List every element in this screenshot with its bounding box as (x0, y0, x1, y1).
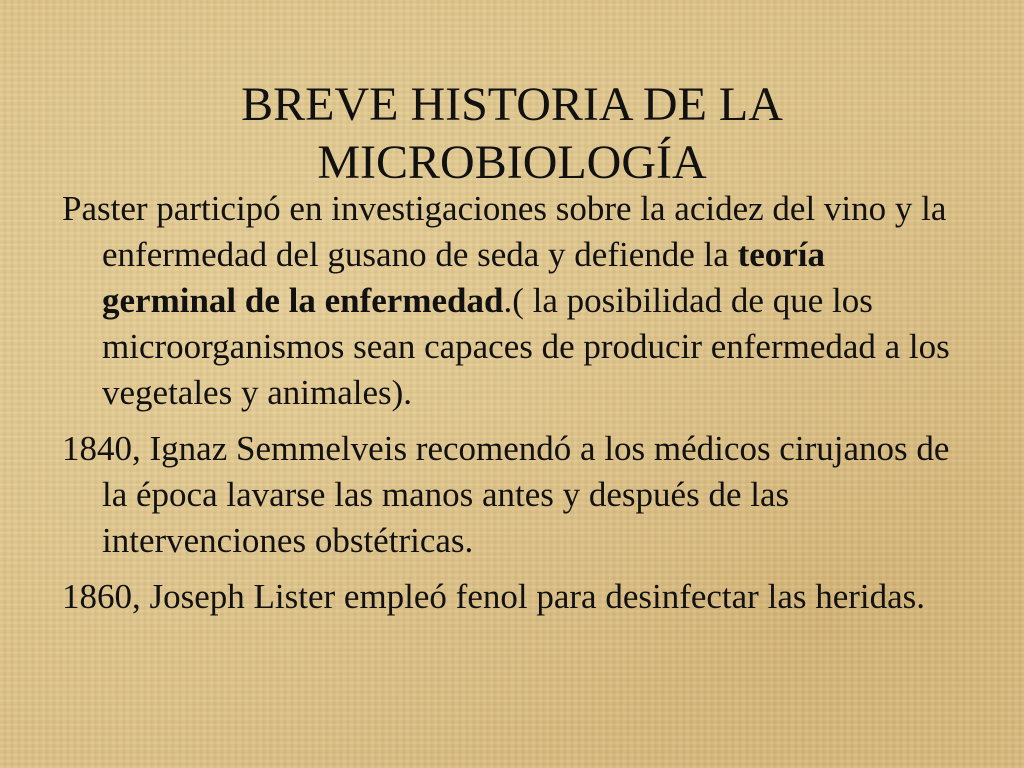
title-line-2: MICROBIOLOGÍA (317, 136, 707, 189)
paragraph-pasteur-text-1: Paster participó en investigaciones sobre la acidez del vino y la enfermedad del gusano de seda y defiende la (62, 189, 947, 274)
paragraph-pasteur (62, 186, 962, 416)
paragraph-lister: 1860, Joseph Lister empleó fenol para desinfectar las heridas. (62, 577, 926, 616)
paragraph-semmelweis: 1840, Ignaz Semmelveis recomendó a los médicos cirujanos de la época lavarse las manos antes y después de las intervenciones obstétricas. (62, 429, 950, 560)
slide-title (112, 76, 912, 192)
title-line-1: BREVE HISTORIA DE LA (241, 78, 783, 131)
paragraph-pasteur-text-2: .( la posibilidad de que los microorganismos sean capaces de producir enfermedad a los vegetales y animales). (102, 281, 950, 412)
slide-body (62, 186, 962, 630)
paragraph-pasteur-bold: teoría germinal de la enfermedad (102, 235, 826, 320)
